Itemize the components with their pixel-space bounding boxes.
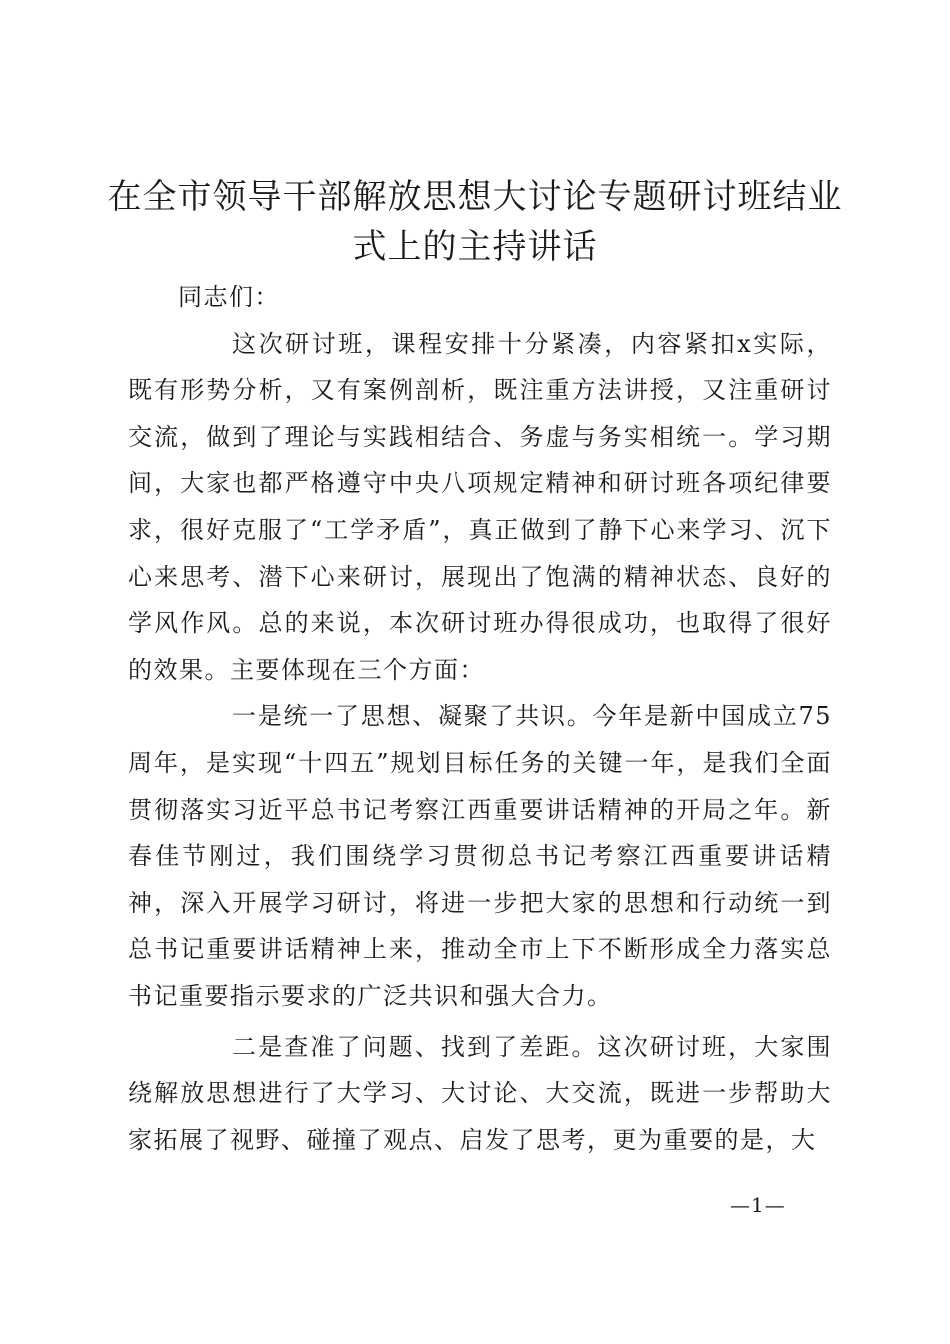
page-number: —1— [730,1193,786,1217]
paragraph-point-one: 一是统一了思想、凝聚了共识。今年是新中国成立75周年，是实现“十四五”规划目标任务的关键一年，是我们全面贯彻落实习近平总书记考察江西重要讲话精神的开局之年。新春佳节刚过，我们围绕学习贯彻总书记考察江西重要讲话精神，深入开展学习研讨，将进一步把大家的思想和行动统一到总书记重要讲话精神上来，推动全市上下不断形成全力落实总书记重要指示要求的广泛共识和强大合力。 [128,702,832,1010]
document-title: 在全市领导干部解放思想大讨论专题研讨班结业式上的主持讲话 [107,177,843,267]
paragraph-intro: 这次研讨班，课程安排十分紧凑，内容紧扣x实际，既有形势分析，又有案例剖析，既注重方法讲授，又注重研讨交流，做到了理论与实践相结合、务虚与务实相统一。学习期间，大家也都严格遵守中央八项规定精神和研讨班各项纪律要求，很好克服了“工学矛盾”，真正做到了静下心来学习、沉下心来思考、潜下心来研讨，展现出了饱满的精神状态、良好的学风作风。总的来说，本次研讨班办得很成功，也取得了很好的效果。主要体现在三个方面： [128,329,832,684]
salutation: 同志们： [178,283,280,311]
document-body [128,274,832,1163]
paragraph-point-two: 二是查准了问题、找到了差距。这次研讨班，大家围绕解放思想进行了大学习、大讨论、大交流，既进一步帮助大家拓展了视野、碰撞了观点、启发了思考，更为重要的是，大 [128,1032,832,1154]
